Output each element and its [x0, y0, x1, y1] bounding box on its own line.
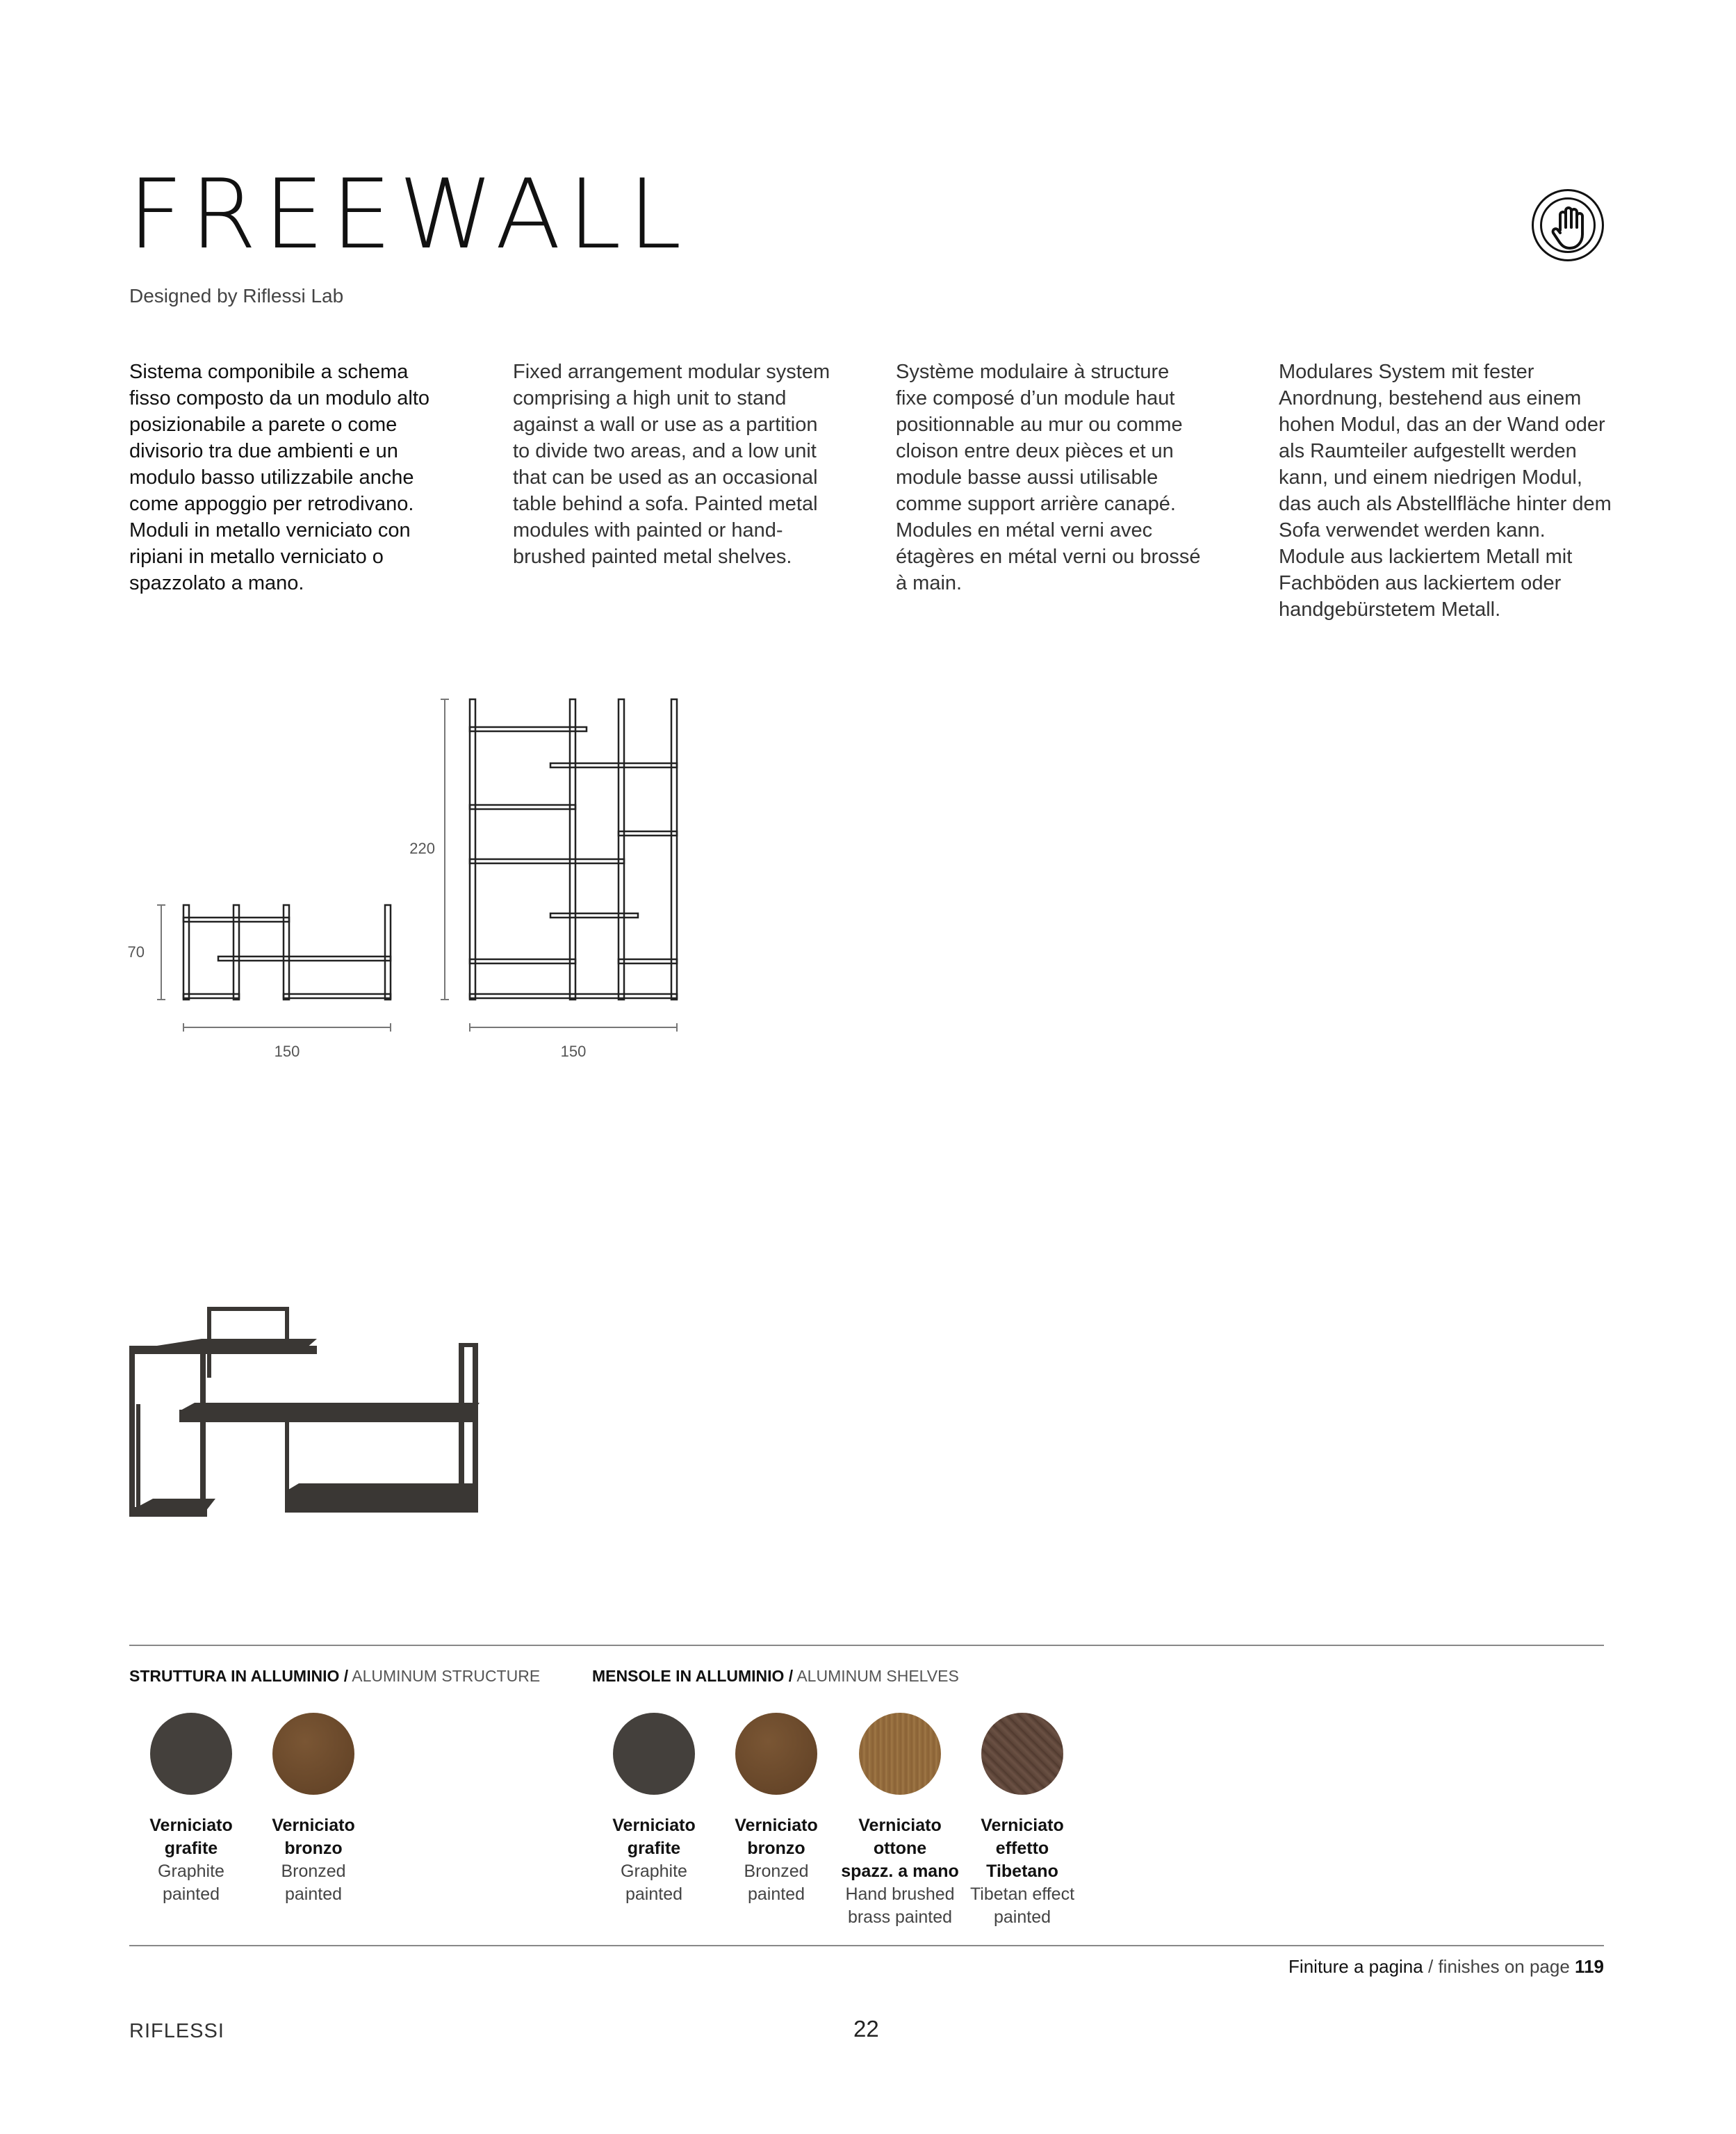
description-french [896, 359, 1215, 596]
high-unit-drawing [470, 699, 677, 1000]
desc-line: étagères en métal verni ou brossé [896, 546, 1201, 568]
divider-bottom [129, 1945, 1604, 1946]
high-height-label: 220 [409, 840, 435, 857]
desc-line: Système modulaire à structure [896, 361, 1170, 383]
desc-line: divisorio tra due ambienti e un [129, 440, 398, 462]
desc-line: to divide two areas, and a low unit [513, 440, 817, 462]
designer-credit: Designed by Riflessi Lab [129, 285, 344, 307]
high-width-label: 150 [560, 1043, 587, 1060]
label-shelves-bronze: Verniciato bronzo Bronzed painted [735, 1816, 818, 1904]
finishes-page-reference [1288, 1956, 1604, 1978]
finish-note-page: 119 [1575, 1956, 1604, 1977]
finish-note-sep: / [1427, 1956, 1434, 1977]
label-shelves-tibetan: Verniciato effetto Tibetano Tibetan effect painted [969, 1816, 1075, 1927]
divider-top [129, 1645, 1604, 1646]
desc-line: cloison entre deux pièces et un [896, 440, 1174, 462]
description-english [513, 359, 833, 570]
swatch-shelves-graphite [613, 1713, 695, 1795]
swatch-shelves-brass [859, 1713, 941, 1795]
desc-line: Modulares System mit fester [1279, 361, 1534, 383]
desc-line: posizionabile a parete o come [129, 414, 398, 436]
swatch-shelves-tibetan [981, 1713, 1063, 1795]
desc-line: Modules en métal verni avec [896, 519, 1153, 541]
swatch-shelves-bronze [735, 1713, 817, 1795]
desc-line: modulo basso utilizzabile anche [129, 466, 414, 489]
desc-line: ripiani in metallo verniciato o [129, 546, 384, 568]
desc-line: à main. [896, 572, 963, 594]
desc-line: that can be used as an occasional [513, 466, 818, 489]
desc-line: Fachböden aus lackiertem oder [1279, 572, 1562, 594]
shelves-heading-it: MENSOLE IN ALLUMINIO / [592, 1667, 794, 1685]
desc-line: against a wall or use as a partition [513, 414, 818, 436]
label-shelves-brass: Verniciato ottone spazz. a mano Hand brushed brass painted [841, 1816, 959, 1927]
desc-line: Sofa verwendet werden kann. [1279, 519, 1546, 541]
structure-heading-en: ALUMINUM STRUCTURE [352, 1667, 541, 1685]
swatch-structure-graphite [150, 1713, 232, 1795]
desc-line: fisso composto da un modulo alto [129, 387, 430, 409]
desc-line: positionnable au mur ou comme [896, 414, 1183, 436]
description-german [1279, 359, 1612, 623]
page-number: 22 [853, 2016, 879, 2042]
label-structure-bronze: Verniciato bronzo Bronzed painted [272, 1816, 355, 1904]
desc-line: Fixed arrangement modular system [513, 361, 830, 383]
desc-line: kann, und einem niedrigen Modul, [1279, 466, 1582, 489]
label-structure-graphite: Verniciato grafite Graphite painted [149, 1816, 233, 1904]
desc-line: Sistema componibile a schema [129, 361, 409, 383]
finish-note-en: finishes on page [1438, 1956, 1570, 1977]
low-height-label: 70 [127, 943, 145, 961]
page-title: FREEWALL [128, 158, 689, 270]
desc-line: als Raumteiler aufgestellt werden [1279, 440, 1577, 462]
description-italian [129, 359, 449, 596]
desc-line: spazzolato a mano. [129, 572, 304, 594]
desc-line: hohen Modul, das an der Wand oder [1279, 414, 1605, 436]
low-unit-drawing [183, 905, 391, 1000]
desc-line: table behind a sofa. Painted metal [513, 493, 818, 515]
finish-note-it: Finiture a pagina [1288, 1956, 1423, 1977]
desc-line: come appoggio per retrodivano. [129, 493, 414, 515]
desc-line: fixe composé d’un module haut [896, 387, 1175, 409]
footer-brand: RIFLESSI [129, 2020, 224, 2042]
technical-drawing [125, 681, 695, 1070]
shelves-heading-en: ALUMINUM SHELVES [796, 1667, 959, 1685]
swatch-structure-bronze [272, 1713, 354, 1795]
label-shelves-graphite: Verniciato grafite Graphite painted [612, 1816, 696, 1904]
hand-icon [1532, 189, 1604, 261]
low-width-label: 150 [274, 1043, 300, 1060]
desc-line: comprising a high unit to stand [513, 387, 787, 409]
desc-line: Anordnung, bestehend aus einem [1279, 387, 1582, 409]
desc-line: modules with painted or hand- [513, 519, 783, 541]
product-photo [97, 1279, 507, 1543]
desc-line: comme support arrière canapé. [896, 493, 1176, 515]
structure-heading-it: STRUTTURA IN ALLUMINIO / [129, 1667, 349, 1685]
desc-line: module basse aussi utilisable [896, 466, 1158, 489]
desc-line: Module aus lackiertem Metall mit [1279, 546, 1573, 568]
structure-heading [129, 1667, 540, 1686]
desc-line: handgebürstetem Metall. [1279, 598, 1501, 621]
shelves-heading [592, 1667, 959, 1686]
desc-line: brushed painted metal shelves. [513, 546, 792, 568]
desc-line: Moduli in metallo verniciato con [129, 519, 411, 541]
desc-line: das auch als Abstellfläche hinter dem [1279, 493, 1612, 515]
